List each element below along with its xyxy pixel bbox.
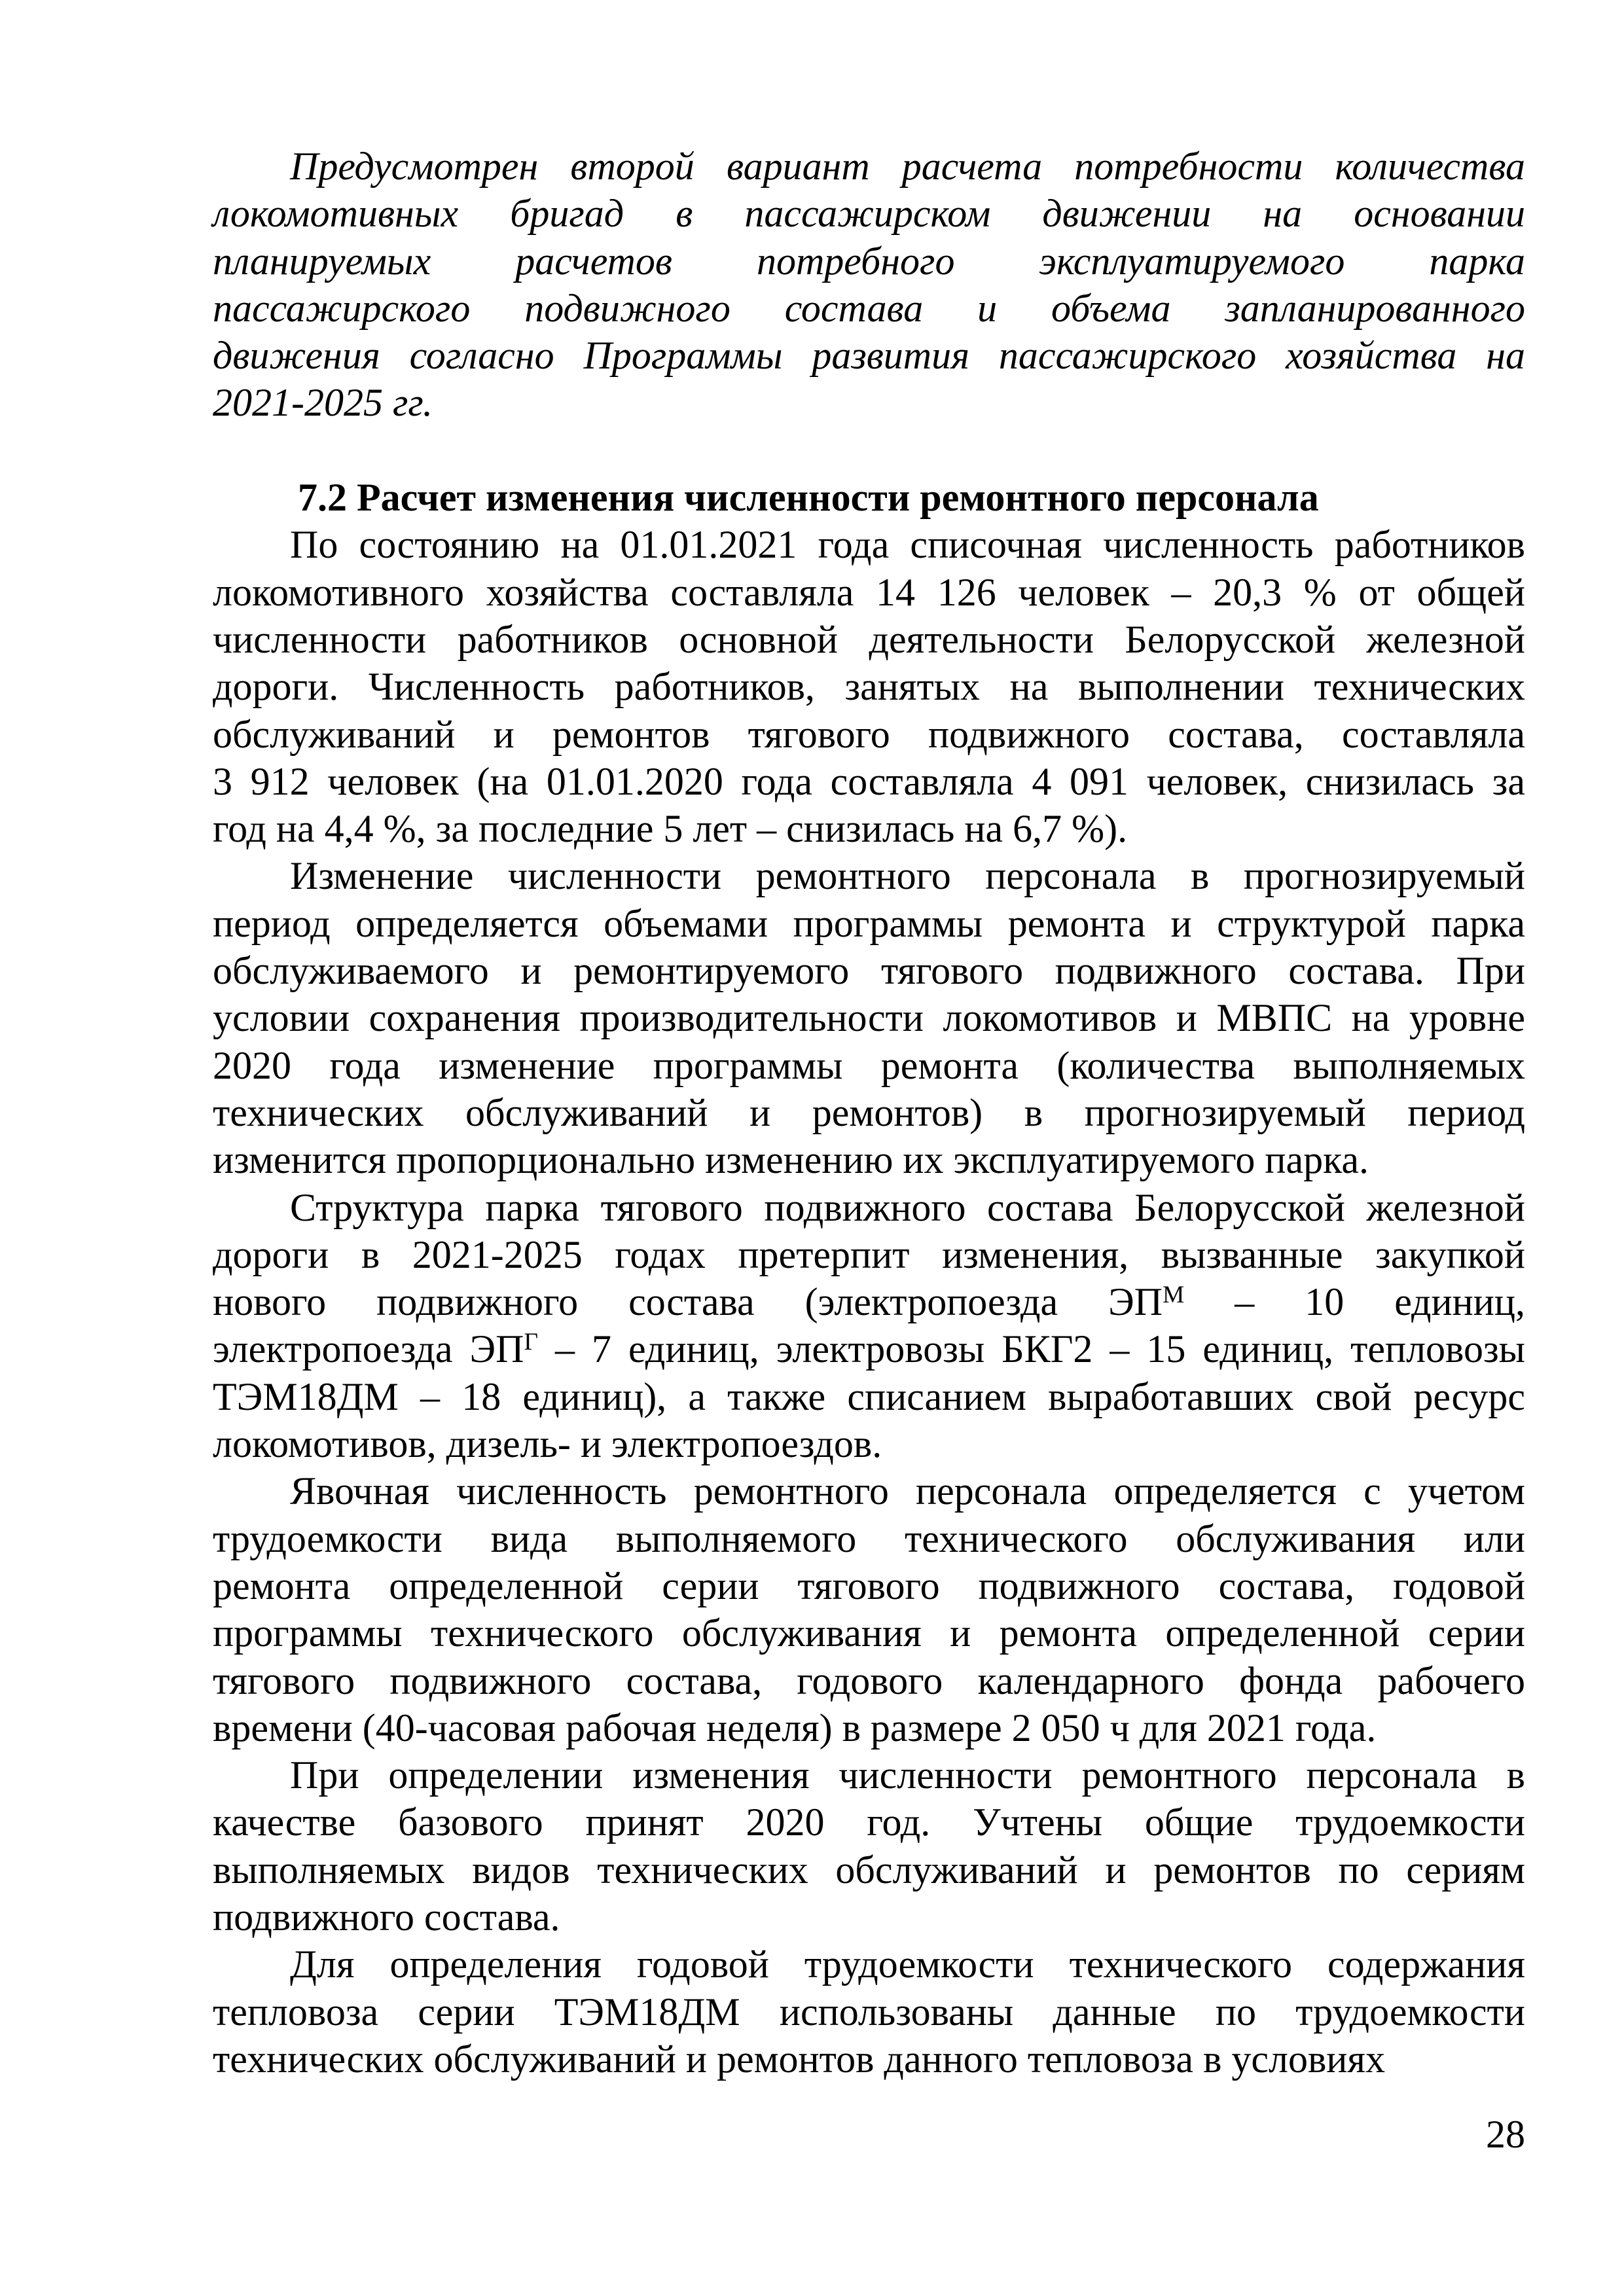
- text-line: локомотивов, дизель- и электропоездов.: [213, 1422, 882, 1466]
- text-line: Явочная численность ремонтного персонала определяется с учетом: [290, 1469, 1525, 1513]
- text-line: тягового подвижного состава, годового календарного фонда рабочего: [213, 1659, 1525, 1702]
- text-line: времени (40-часовая рабочая неделя) в размере 2 050 ч для 2021 года.: [213, 1706, 1377, 1749]
- paragraph: [213, 1184, 1525, 1468]
- text-line: движения согласно Программы развития пассажирского хозяйства на: [213, 334, 1525, 378]
- text-line: обслуживаемого и ремонтируемого тягового подвижного состава. При: [213, 949, 1525, 993]
- text-line: год на 4,4 %, за последние 5 лет – снизилась на 6,7 %).: [213, 807, 1128, 851]
- text-line: технических обслуживаний и ремонтов данного тепловоза в условиях: [213, 2037, 1386, 2081]
- page-number: 28: [1486, 2113, 1525, 2156]
- paragraph: [213, 143, 1525, 427]
- superscript: Г: [524, 1329, 538, 1356]
- section-heading: [213, 474, 1525, 521]
- text-line: 2021-2025 гг.: [213, 381, 433, 425]
- text-line: изменится пропорционально изменению их эксплуатируемого парка.: [213, 1138, 1369, 1182]
- text-line: технических обслуживаний и ремонтов) в прогнозируемый период: [213, 1090, 1525, 1134]
- text-line: локомотивного хозяйства составляла 14 126 человек – 20,3 % от общей: [213, 570, 1525, 614]
- text-line: пассажирского подвижного состава и объема запланированного: [213, 286, 1525, 330]
- paragraph: [213, 521, 1525, 852]
- text-line: Для определения годовой трудоемкости технического содержания: [290, 1943, 1525, 1986]
- text-line: обслуживаний и ремонтов тягового подвижного состава, составляла: [213, 712, 1525, 756]
- paragraph: [213, 852, 1525, 1183]
- text-line: 3 912 человек (на 01.01.2020 года составляла 4 091 человек, снизилась за: [213, 759, 1525, 803]
- document-text-block: [213, 143, 1525, 2083]
- text-line: подвижного состава.: [213, 1895, 560, 1939]
- text-line: При определении изменения численности ремонтного персонала в: [290, 1753, 1525, 1797]
- text-line: выполняемых видов технических обслуживаний и ремонтов по сериям: [213, 1848, 1525, 1892]
- text-line: период определяется объемами программы ремонта и структурой парка: [213, 901, 1525, 945]
- paragraph: [213, 1751, 1525, 1941]
- text-line: 2020 года изменение программы ремонта (количества выполняемых: [213, 1043, 1525, 1087]
- text-line: тепловоза серии ТЭМ18ДМ использованы данные по трудоемкости: [213, 1990, 1525, 2034]
- text-line: условии сохранения производительности локомотивов и МВПС на уровне: [213, 996, 1525, 1040]
- page-footer: [213, 2113, 1525, 2156]
- text-line: дороги в 2021-2025 годах претерпит изменения, вызванные закупкой: [213, 1232, 1525, 1276]
- text-line: нового подвижного состава (электропоезда $ЭП^М - 10$ единиц,: [213, 1280, 1525, 1324]
- paragraph: [213, 1467, 1525, 1751]
- text-line: программы технического обслуживания и ремонта определенной серии: [213, 1611, 1525, 1655]
- text-line: численности работников основной деятельности Белорусской железной: [213, 617, 1525, 661]
- text-line: электропоезда $ЭП^Г - 7$ единиц, электровозы БКГ2 – 15 единиц, тепловозы: [213, 1327, 1525, 1371]
- text-line: Структура парка тягового подвижного состава Белорусской железной: [290, 1185, 1525, 1229]
- text-line: Изменение численности ремонтного персонала в прогнозируемый: [290, 854, 1525, 898]
- text-line: Предусмотрен второй вариант расчета потребности количества: [290, 145, 1525, 188]
- text-line: дороги. Численность работников, занятых на выполнении технических: [213, 665, 1525, 709]
- text-line: качестве базового принят 2020 год. Учтены общие трудоемкости: [213, 1801, 1525, 1844]
- paragraph: [213, 1941, 1525, 2083]
- text-line: По состоянию на 01.01.2021 года списочная численность работников: [290, 523, 1525, 567]
- text-line: 7.2 Расчет изменения численности ремонтного персонала: [298, 476, 1319, 520]
- text-line: трудоемкости вида выполняемого технического обслуживания или: [213, 1516, 1525, 1560]
- text-line: ТЭМ18ДМ – 18 единиц), а также списанием выработавших свой ресурс: [213, 1374, 1525, 1418]
- text-line: планируемых расчетов потребного эксплуатируемого парка: [213, 239, 1525, 283]
- text-line: ремонта определенной серии тягового подвижного состава, годовой: [213, 1564, 1525, 1607]
- text-line: локомотивных бригад в пассажирском движении на основании: [213, 192, 1525, 236]
- superscript: М: [1163, 1281, 1185, 1308]
